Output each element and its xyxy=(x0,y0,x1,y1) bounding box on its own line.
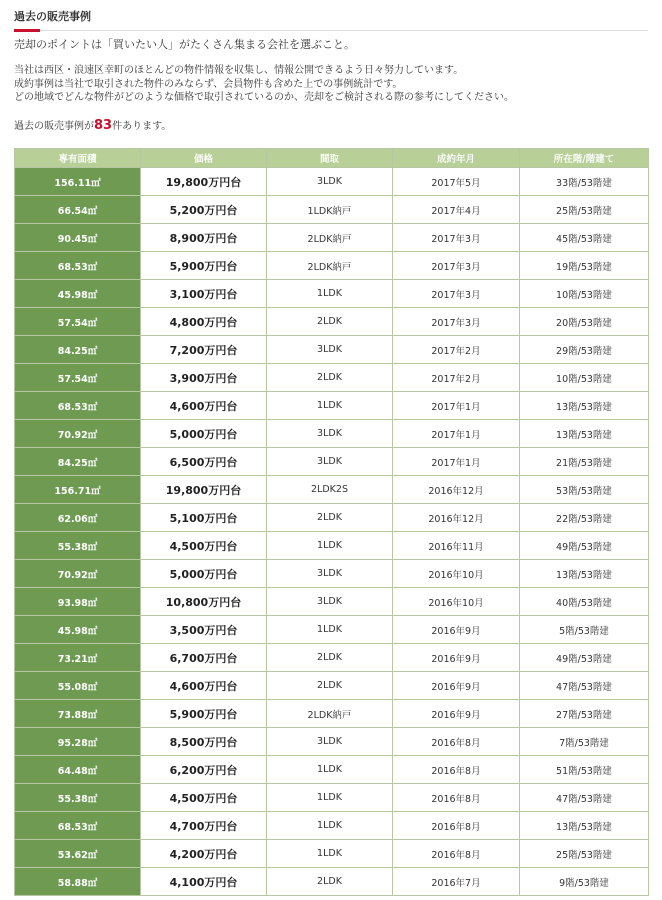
header-price: 価格 xyxy=(141,149,267,168)
cell-area: 55.38㎡ xyxy=(15,784,141,812)
cell-floor: 13階/53階建 xyxy=(520,560,649,588)
description-line: 成約事例は当社で取引された物件のみならず、会員物件も含めた上での事例統計です。 xyxy=(14,78,403,90)
cell-price: 3,500万円台 xyxy=(141,616,267,644)
table-row xyxy=(15,336,649,364)
cell-area: 57.54㎡ xyxy=(15,364,141,392)
cell-area: 45.98㎡ xyxy=(15,616,141,644)
cell-contract-date: 2016年9月 xyxy=(393,644,520,672)
table-body xyxy=(15,168,649,896)
cell-area: 84.25㎡ xyxy=(15,448,141,476)
table-row xyxy=(15,252,649,280)
cell-floor: 40階/53階建 xyxy=(520,588,649,616)
cell-floor: 13階/53階建 xyxy=(520,812,649,840)
cell-layout: 3LDK xyxy=(267,560,393,588)
cell-area: 73.21㎡ xyxy=(15,644,141,672)
cell-layout: 1LDK xyxy=(267,840,393,868)
cell-price: 5,900万円台 xyxy=(141,252,267,280)
cell-layout: 1LDK xyxy=(267,812,393,840)
count-prefix: 過去の販売事例が xyxy=(14,121,94,132)
cell-price: 5,100万円台 xyxy=(141,504,267,532)
cell-contract-date: 2017年3月 xyxy=(393,224,520,252)
cell-layout: 2LDK xyxy=(267,504,393,532)
cell-contract-date: 2017年2月 xyxy=(393,336,520,364)
cell-floor: 27階/53階建 xyxy=(520,700,649,728)
table-row xyxy=(15,476,649,504)
table-row xyxy=(15,840,649,868)
cell-floor: 19階/53階建 xyxy=(520,252,649,280)
header-floor: 所在階/階建て xyxy=(520,149,649,168)
cell-layout: 1LDK xyxy=(267,532,393,560)
cell-floor: 47階/53階建 xyxy=(520,784,649,812)
cell-floor: 47階/53階建 xyxy=(520,672,649,700)
cell-area: 57.54㎡ xyxy=(15,308,141,336)
cell-floor: 9階/53階建 xyxy=(520,868,649,896)
header-layout: 間取 xyxy=(267,149,393,168)
table-row xyxy=(15,728,649,756)
table-row xyxy=(15,812,649,840)
cell-floor: 25階/53階建 xyxy=(520,840,649,868)
case-count xyxy=(14,119,171,134)
cell-contract-date: 2016年12月 xyxy=(393,504,520,532)
title-accent-bar xyxy=(14,29,40,32)
cell-contract-date: 2016年10月 xyxy=(393,588,520,616)
table-row xyxy=(15,756,649,784)
table-row xyxy=(15,224,649,252)
table-row xyxy=(15,700,649,728)
cell-layout: 2LDK xyxy=(267,364,393,392)
table-row xyxy=(15,784,649,812)
cell-layout: 1LDK xyxy=(267,392,393,420)
cell-contract-date: 2016年8月 xyxy=(393,840,520,868)
description-line: 当社は西区・浪速区幸町のほとんどの物件情報を収集し、情報公開できるよう日々努力しています。 xyxy=(14,65,464,76)
description-line: どの地域でどんな物件がどのような価格で取引されているのか、売却をご検討される際の参考にしてください。 xyxy=(14,92,514,103)
cell-floor: 49階/53階建 xyxy=(520,644,649,672)
table-row xyxy=(15,504,649,532)
cell-area: 62.06㎡ xyxy=(15,504,141,532)
cell-area: 66.54㎡ xyxy=(15,196,141,224)
cell-layout: 1LDK納戸 xyxy=(267,196,393,224)
table-row xyxy=(15,448,649,476)
section-header xyxy=(14,8,648,31)
count-value: 83 xyxy=(94,118,113,133)
cell-contract-date: 2017年2月 xyxy=(393,364,520,392)
table-row xyxy=(15,308,649,336)
cell-area: 55.38㎡ xyxy=(15,532,141,560)
cell-price: 3,900万円台 xyxy=(141,364,267,392)
cell-layout: 3LDK xyxy=(267,336,393,364)
cell-price: 10,800万円台 xyxy=(141,588,267,616)
table-row xyxy=(15,364,649,392)
cell-contract-date: 2016年9月 xyxy=(393,616,520,644)
cell-floor: 29階/53階建 xyxy=(520,336,649,364)
cell-contract-date: 2016年11月 xyxy=(393,532,520,560)
cell-layout: 2LDK xyxy=(267,672,393,700)
cell-area: 95.28㎡ xyxy=(15,728,141,756)
cell-layout: 2LDK xyxy=(267,644,393,672)
cell-layout: 2LDK納戸 xyxy=(267,252,393,280)
table-header-row xyxy=(15,149,649,168)
cell-floor: 13階/53階建 xyxy=(520,392,649,420)
table-row xyxy=(15,616,649,644)
cell-area: 53.62㎡ xyxy=(15,840,141,868)
cell-contract-date: 2017年5月 xyxy=(393,168,520,196)
cell-floor: 49階/53階建 xyxy=(520,532,649,560)
cell-layout: 2LDK xyxy=(267,308,393,336)
header-contract-date: 成約年月 xyxy=(393,149,520,168)
cell-contract-date: 2016年8月 xyxy=(393,756,520,784)
cell-floor: 45階/53階建 xyxy=(520,224,649,252)
cell-price: 6,700万円台 xyxy=(141,644,267,672)
cell-layout: 1LDK xyxy=(267,280,393,308)
cell-contract-date: 2017年3月 xyxy=(393,280,520,308)
table-row xyxy=(15,644,649,672)
cell-layout: 3LDK xyxy=(267,728,393,756)
cell-price: 4,700万円台 xyxy=(141,812,267,840)
cell-contract-date: 2017年1月 xyxy=(393,420,520,448)
cell-contract-date: 2016年8月 xyxy=(393,812,520,840)
cell-floor: 33階/53階建 xyxy=(520,168,649,196)
table-row xyxy=(15,560,649,588)
table-row xyxy=(15,196,649,224)
cell-price: 7,200万円台 xyxy=(141,336,267,364)
cell-floor: 7階/53階建 xyxy=(520,728,649,756)
cell-floor: 5階/53階建 xyxy=(520,616,649,644)
cell-layout: 3LDK xyxy=(267,168,393,196)
cell-layout: 1LDK xyxy=(267,784,393,812)
cell-price: 4,500万円台 xyxy=(141,532,267,560)
cell-area: 58.88㎡ xyxy=(15,868,141,896)
cell-contract-date: 2016年8月 xyxy=(393,728,520,756)
cell-price: 4,600万円台 xyxy=(141,392,267,420)
cell-layout: 1LDK xyxy=(267,756,393,784)
cell-price: 4,600万円台 xyxy=(141,672,267,700)
cell-price: 3,100万円台 xyxy=(141,280,267,308)
cell-price: 4,500万円台 xyxy=(141,784,267,812)
cell-floor: 51階/53階建 xyxy=(520,756,649,784)
cell-floor: 21階/53階建 xyxy=(520,448,649,476)
count-suffix: 件あります。 xyxy=(112,121,172,132)
cell-layout: 2LDK2S xyxy=(267,476,393,504)
cell-area: 70.92㎡ xyxy=(15,560,141,588)
cell-contract-date: 2016年9月 xyxy=(393,700,520,728)
table-row xyxy=(15,392,649,420)
cell-area: 70.92㎡ xyxy=(15,420,141,448)
cell-area: 55.08㎡ xyxy=(15,672,141,700)
section-title: 過去の販売事例 xyxy=(14,10,91,23)
cell-floor: 10階/53階建 xyxy=(520,364,649,392)
cell-price: 5,000万円台 xyxy=(141,420,267,448)
cell-price: 5,000万円台 xyxy=(141,560,267,588)
cell-area: 68.53㎡ xyxy=(15,252,141,280)
cell-contract-date: 2016年7月 xyxy=(393,868,520,896)
cell-area: 156.71㎡ xyxy=(15,476,141,504)
cell-contract-date: 2017年1月 xyxy=(393,448,520,476)
cell-contract-date: 2017年1月 xyxy=(393,392,520,420)
cell-layout: 3LDK xyxy=(267,588,393,616)
cell-contract-date: 2017年3月 xyxy=(393,252,520,280)
cell-price: 4,100万円台 xyxy=(141,868,267,896)
cell-area: 45.98㎡ xyxy=(15,280,141,308)
cell-price: 5,900万円台 xyxy=(141,700,267,728)
cell-layout: 3LDK xyxy=(267,420,393,448)
cell-area: 73.88㎡ xyxy=(15,700,141,728)
table-row xyxy=(15,672,649,700)
table-row xyxy=(15,532,649,560)
cell-floor: 25階/53階建 xyxy=(520,196,649,224)
cell-area: 156.11㎡ xyxy=(15,168,141,196)
table-row xyxy=(15,280,649,308)
cell-area: 68.53㎡ xyxy=(15,392,141,420)
cell-area: 64.48㎡ xyxy=(15,756,141,784)
cell-price: 5,200万円台 xyxy=(141,196,267,224)
cell-floor: 53階/53階建 xyxy=(520,476,649,504)
description xyxy=(14,64,514,105)
cell-layout: 1LDK xyxy=(267,616,393,644)
cell-area: 90.45㎡ xyxy=(15,224,141,252)
cell-price: 6,500万円台 xyxy=(141,448,267,476)
table-row xyxy=(15,588,649,616)
header-area: 専有面積 xyxy=(15,149,141,168)
cell-area: 68.53㎡ xyxy=(15,812,141,840)
cell-contract-date: 2016年8月 xyxy=(393,784,520,812)
cell-contract-date: 2017年3月 xyxy=(393,308,520,336)
cell-floor: 13階/53階建 xyxy=(520,420,649,448)
cell-contract-date: 2016年9月 xyxy=(393,672,520,700)
cell-price: 4,200万円台 xyxy=(141,840,267,868)
lead-text: 売却のポイントは「買いたい人」がたくさん集まる会社を選ぶこと。 xyxy=(14,38,355,51)
cell-layout: 2LDK納戸 xyxy=(267,224,393,252)
cell-floor: 22階/53階建 xyxy=(520,504,649,532)
cell-area: 84.25㎡ xyxy=(15,336,141,364)
cell-layout: 2LDK xyxy=(267,868,393,896)
table-row xyxy=(15,168,649,196)
cell-price: 19,800万円台 xyxy=(141,168,267,196)
cell-floor: 20階/53階建 xyxy=(520,308,649,336)
cell-layout: 3LDK xyxy=(267,448,393,476)
table-row xyxy=(15,420,649,448)
cell-contract-date: 2016年10月 xyxy=(393,560,520,588)
cell-area: 93.98㎡ xyxy=(15,588,141,616)
cell-price: 8,900万円台 xyxy=(141,224,267,252)
cell-layout: 2LDK納戸 xyxy=(267,700,393,728)
cell-contract-date: 2016年12月 xyxy=(393,476,520,504)
cell-contract-date: 2017年4月 xyxy=(393,196,520,224)
cell-price: 19,800万円台 xyxy=(141,476,267,504)
cell-price: 8,500万円台 xyxy=(141,728,267,756)
cell-price: 4,800万円台 xyxy=(141,308,267,336)
cell-floor: 10階/53階建 xyxy=(520,280,649,308)
sales-cases-table xyxy=(14,148,649,896)
table-row xyxy=(15,868,649,896)
cell-price: 6,200万円台 xyxy=(141,756,267,784)
